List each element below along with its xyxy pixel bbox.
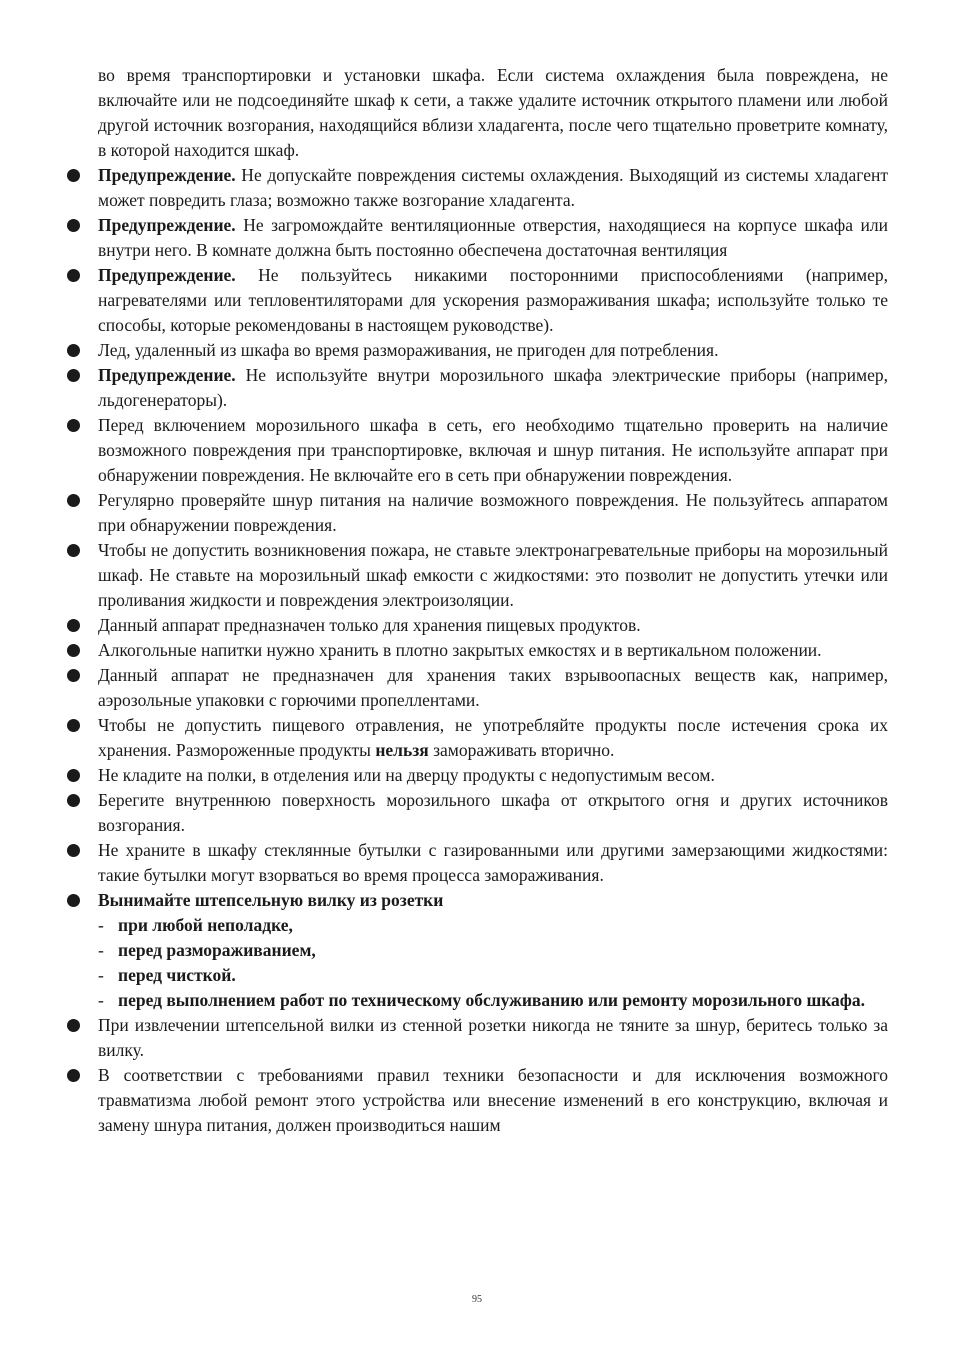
bullet-icon bbox=[67, 544, 80, 557]
list-item-text: Перед включением морозильного шкафа в сеть, его необходимо тщательно проверить на наличие возможного повреждения при транспортировке, включая и шнур питания. Не используйте аппарат при обнаружении повреждения. Не включайте его в сеть при обнаружении повреждения. bbox=[98, 415, 888, 485]
warning-label: Предупреждение. bbox=[98, 215, 236, 235]
sublist-item: - перед чисткой. bbox=[98, 963, 888, 988]
bullet-icon bbox=[67, 1069, 80, 1082]
sublist-item: - при любой неполадке, bbox=[98, 913, 888, 938]
list-item-text: Не кладите на полки, в отделения или на дверцу продукты с недопустимым весом. bbox=[98, 765, 715, 785]
bullet-icon bbox=[67, 419, 80, 432]
warning-label: Предупреждение. bbox=[98, 165, 236, 185]
dash-marker: - bbox=[98, 940, 104, 960]
bullet-icon bbox=[67, 844, 80, 857]
list-item bbox=[0, 788, 888, 838]
list-item-text: В соответствии с требованиями правил техники безопасности и для исключения возможного травматизма любой ремонт этого устройства или внесение изменений в его конструкцию, включая и замену шнура питания, должен производиться нашим bbox=[98, 1065, 888, 1135]
list-item-text: Не загромождайте вентиляционные отверстия, находящиеся на корпусе шкафа или внутри него. В комнате должна быть постоянно обеспечена достаточная вентиляция bbox=[98, 215, 888, 260]
unplug-sublist bbox=[98, 913, 888, 1013]
list-item bbox=[0, 713, 888, 763]
list-item-text: Данный аппарат предназначен только для хранения пищевых продуктов. bbox=[98, 615, 641, 635]
list-item-text: Не допускайте повреждения системы охлаждения. Выходящий из системы хладагент может повредить глаза; возможно также возгорание хладагента. bbox=[98, 165, 888, 210]
list-item bbox=[0, 213, 888, 263]
list-item-text: Лед, удаленный из шкафа во время размораживания, не пригоден для потребления. bbox=[98, 340, 719, 360]
sublist-item: - перед выполнением работ по техническому обслуживанию или ремонту морозильного шкафа. bbox=[98, 988, 888, 1013]
bullet-icon bbox=[67, 894, 80, 907]
list-item-text: Данный аппарат не предназначен для хранения таких взрывоопасных веществ как, например, аэрозольные упаковки с горючими пропеллентами. bbox=[98, 665, 888, 710]
list-item-text: Берегите внутреннюю поверхность морозильного шкафа от открытого огня и других источников возгорания. bbox=[98, 790, 888, 835]
intro-paragraph: во время транспортировки и установки шкафа. Если система охлаждения была повреждена, не включайте или не подсоединяйте шкаф к сети, а также удалите источник открытого пламени или любой другой источник возгорания, находящийся вблизи хладагента, после чего тщательно проветрите комнату, в которой находится шкаф. bbox=[98, 65, 888, 160]
bullet-icon bbox=[67, 369, 80, 382]
sublist-item: - перед размораживанием, bbox=[98, 938, 888, 963]
bullet-icon bbox=[67, 669, 80, 682]
list-item-text: Чтобы не допустить возникновения пожара, не ставьте электронагревательные приборы на морозильный шкаф. Не ставьте на морозильный шкаф емкости с жидкостями: это позволит не допустить утечки или проливания жидкости и повреждения электроизоляции. bbox=[98, 540, 888, 610]
bullet-icon bbox=[67, 219, 80, 232]
list-item bbox=[0, 1063, 888, 1138]
list-item-text: Не пользуйтесь никакими посторонними приспособлениями (например, нагревателями или тепловентиляторами для ускорения размораживания шкафа; используйте только те способы, которые рекомендованы в настоящем руководстве). bbox=[98, 265, 888, 335]
list-item bbox=[0, 638, 888, 663]
dash-marker: - bbox=[98, 915, 104, 935]
list-item-text: Регулярно проверяйте шнур питания на наличие возможного повреждения. Не пользуйтесь аппаратом при обнаружении повреждения. bbox=[98, 490, 888, 535]
list-item bbox=[0, 163, 888, 213]
dash-marker: - bbox=[98, 990, 104, 1010]
list-item-text: Не храните в шкафу стеклянные бутылки с газированными или другими замерзающими жидкостями: такие бутылки могут взорваться во время процесса замораживания. bbox=[98, 840, 888, 885]
warning-label: Предупреждение. bbox=[98, 265, 236, 285]
list-item bbox=[0, 338, 888, 363]
list-item-text: При извлечении штепсельной вилки из стенной розетки никогда не тяните за шнур, беритесь только за вилку. bbox=[98, 1015, 888, 1060]
bullet-icon bbox=[67, 619, 80, 632]
bullet-icon bbox=[67, 769, 80, 782]
list-item bbox=[0, 663, 888, 713]
bullet-icon bbox=[67, 1019, 80, 1032]
list-item bbox=[0, 363, 888, 413]
unplug-heading: Вынимайте штепсельную вилку из розетки bbox=[98, 890, 444, 910]
warning-label: Предупреждение. bbox=[98, 365, 236, 385]
bullet-icon bbox=[67, 644, 80, 657]
list-item-text: Чтобы не допустить пищевого отравления, не употребляйте продукты после истечения срока их хранения. Размороженные продукты bbox=[98, 715, 888, 760]
emphasis-text: нельзя bbox=[375, 740, 429, 760]
list-item bbox=[0, 263, 888, 338]
bullet-icon bbox=[67, 169, 80, 182]
bullet-icon bbox=[67, 719, 80, 732]
list-item bbox=[0, 763, 888, 788]
list-item-unplug bbox=[0, 888, 888, 1013]
bullet-icon bbox=[67, 794, 80, 807]
safety-list bbox=[0, 163, 954, 1138]
list-item-text: Алкогольные напитки нужно хранить в плотно закрытых емкостях и в вертикальном положении. bbox=[98, 640, 822, 660]
bullet-icon bbox=[67, 269, 80, 282]
bullet-icon bbox=[67, 494, 80, 507]
page-number: 95 bbox=[472, 1294, 482, 1305]
list-item bbox=[0, 838, 888, 888]
list-item bbox=[0, 488, 888, 538]
list-item-text-after: замораживать вторично. bbox=[428, 740, 615, 760]
bullet-icon bbox=[67, 344, 80, 357]
list-item-text: Не используйте внутри морозильного шкафа электрические приборы (например, льдогенераторы). bbox=[98, 365, 888, 410]
dash-marker: - bbox=[98, 965, 104, 985]
list-item bbox=[0, 413, 888, 488]
list-item bbox=[0, 613, 888, 638]
list-item bbox=[0, 1013, 888, 1063]
list-item bbox=[0, 538, 888, 613]
